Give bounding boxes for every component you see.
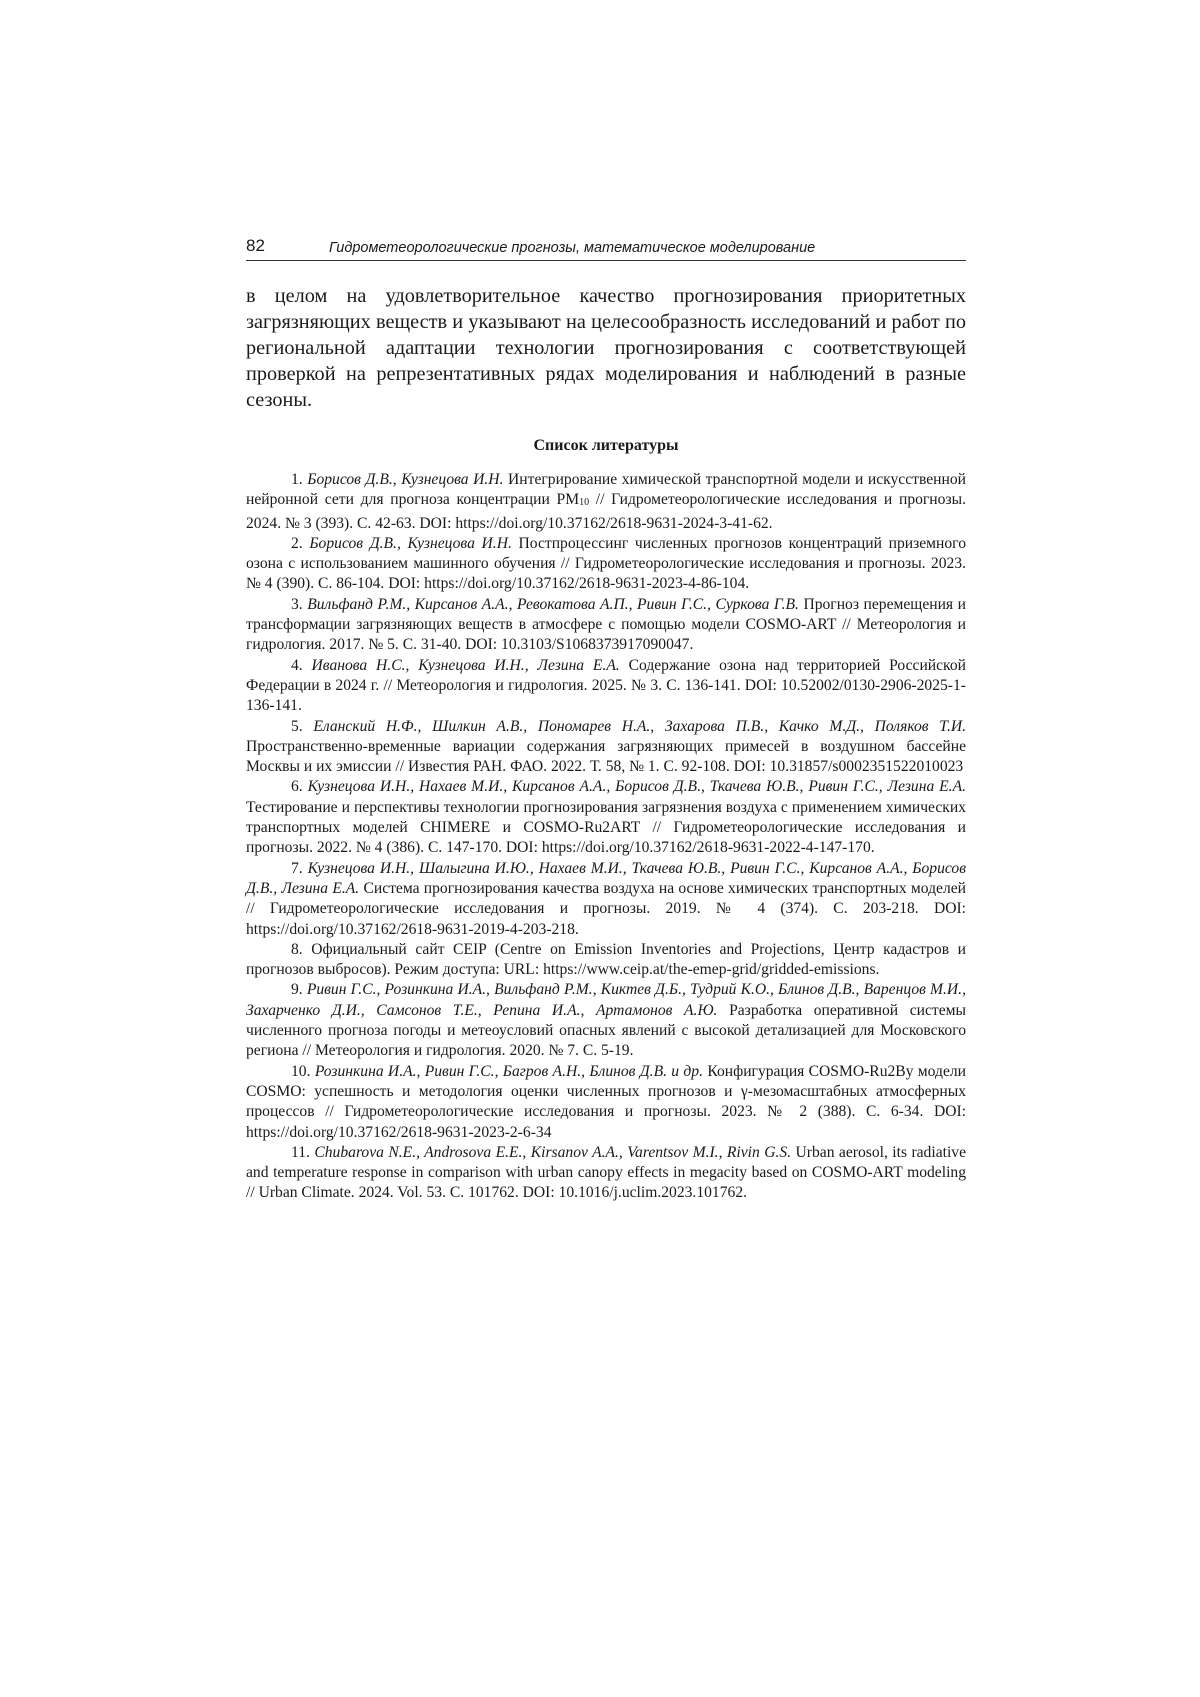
ref-text: Прогноз перемещения и трансформации загрязняющих веществ в атмосфере с помощью модели COSMO-ART // Метеорология и гидрология. 2017. № 5. С. 31-40. DOI: 10.3103/S1068373917090047. xyxy=(246,595,966,654)
ref-number: 3. xyxy=(291,595,303,613)
reference-item xyxy=(246,534,966,595)
ref-text: Разработка оперативной системы численного прогноза погоды и метеоусловий опасных явлений с высокой детализацией для Московского региона // Метеорология и гидрология. 2020. № 7. С. 5-19. xyxy=(246,1001,966,1060)
reference-item xyxy=(246,1143,966,1204)
intro-paragraph: в целом на удовлетворительное качество прогнозирования приоритетных загрязняющих веществ и указывают на целесообразность исследований и работ по региональной адаптации технологии прогнозирования с соответствующей проверкой на репрезентативных рядах моделирования и наблюдений в разные сезоны. xyxy=(246,285,966,411)
ref-number: 7. xyxy=(291,859,303,877)
reference-list xyxy=(246,470,966,1204)
ref-number: 4. xyxy=(291,656,303,674)
ref-number: 6. xyxy=(291,778,303,796)
reference-item xyxy=(246,859,966,940)
ref-authors: Chubarova N.E., Androsova E.E., Kirsanov A.A., Varentsov M.I., Rivin G.S. xyxy=(314,1143,792,1161)
bibliography-title: Список литературы xyxy=(533,437,679,454)
reference-item xyxy=(246,595,966,656)
ref-subscript: 10 xyxy=(579,497,590,509)
ref-text: Содержание озона над территорией Российской Федерации в 2024 г. // Метеорология и гидрология. 2025. № 3. С. 136-141. DOI: 10.52002/0130-2906-2025-1-136-141. xyxy=(246,656,966,715)
ref-authors: Кузнецова И.Н., Нахаев М.И., Кирсанов А.А., Борисов Д.В., Ткачева Ю.В., Ривин Г.С., Лезина Е.А. xyxy=(307,778,966,796)
reference-item xyxy=(246,940,966,981)
page-header xyxy=(246,232,966,261)
reference-item xyxy=(246,980,966,1061)
ref-text: Система прогнозирования качества воздуха на основе химических транспортных моделей // Гидрометеорологические исследования и прогнозы. 2019. № 4 (374). С. 203-218. DOI: https://doi.org/10.37162/2618-9631-2019-4-203-218. xyxy=(246,879,966,938)
reference-item xyxy=(246,470,966,534)
ref-text: Постпроцессинг численных прогнозов концентраций приземного озона с использованием машинного обучения // Гидрометеорологические исследования и прогнозы. 2023. № 4 (390). С. 86-104. DOI: https://doi.org/10.37162/2618-9631-2023-4-86-104. xyxy=(246,534,966,593)
ref-number: 9. xyxy=(291,981,303,999)
ref-authors: Кузнецова И.Н., Шалыгина И.Ю., Нахаев М.И., Ткачева Ю.В., Ривин Г.С., Кирсанов А.А., Борисов Д.В., Лезина Е.А. xyxy=(246,859,966,897)
ref-number: 8. xyxy=(291,940,303,958)
ref-number: 11. xyxy=(291,1143,310,1161)
ref-authors: Ривин Г.С., Розинкина И.А., Вильфанд Р.М., Киктев Д.Б., Тудрий К.О., Блинов Д.В., Варенцов М.И., Захарченко Д.И., Самсонов Т.Е., Репина И.А., Артамонов А.Ю. xyxy=(246,981,966,1019)
ref-text: Тестирование и перспективы технологии прогнозирования загрязнения воздуха с применением химических транспортных моделей CHIMERE и COSMO-Ru2ART // Гидрометеорологические исследования и прогнозы. 2022. № 4 (386). С. 147-170. DOI: https://doi.org/10.37162/2618-9631-2022-4-147-170. xyxy=(246,798,966,857)
ref-number: 1. xyxy=(291,471,303,488)
reference-item xyxy=(246,656,966,717)
ref-number: 5. xyxy=(291,717,303,735)
ref-text: Urban aerosol, its radiative and temperature response in comparison with urban canopy effects in megacity based on COSMO-ART modeling // Urban Climate. 2024. Vol. 53. С. 101762. DOI: 10.1016/j.uclim.2023.101762. xyxy=(246,1143,966,1202)
reference-item xyxy=(246,1062,966,1143)
ref-authors: Иванова Н.С., Кузнецова И.Н., Лезина Е.А. xyxy=(311,656,620,674)
reference-item xyxy=(246,777,966,858)
ref-text: Официальный сайт CEIP (Centre on Emission Inventories and Projections, Центр кадастров и прогнозов выбросов). Режим доступа: URL: https://www.ceip.at/the-emep-grid/gridded-emissions. xyxy=(246,940,966,979)
ref-authors: Розинкина И.А., Ривин Г.С., Багров А.Н., Блинов Д.В. и др. xyxy=(314,1062,704,1080)
ref-text: // Гидрометеорологические исследования и прогнозы. 2024. № 3 (393). С. 42-63. DOI: https://doi.org/10.37162/2618-9631-2024-3-41-62. xyxy=(246,491,966,532)
ref-authors: Борисов Д.В., Кузнецова И.Н. xyxy=(307,471,504,488)
ref-number: 2. xyxy=(291,534,303,552)
page-number: 82 xyxy=(246,236,265,255)
ref-text: Пространственно-временные вариации содержания загрязняющих примесей в воздушном бассейне Москвы и их эмиссии // Известия РАН. ФАО. 2022. Т. 58, № 1. С. 92-108. DOI: 10.31857/s0002351522010023 xyxy=(246,737,966,776)
ref-authors: Вильфанд Р.М., Кирсанов А.А., Ревокатова А.П., Ривин Г.С., Суркова Г.В. xyxy=(307,595,799,613)
ref-authors: Борисов Д.В., Кузнецова И.Н. xyxy=(309,534,512,552)
ref-text: Интегрирование химической транспортной модели и искусственной нейронной сети для прогноза концентрации PM xyxy=(246,471,966,509)
ref-number: 10. xyxy=(291,1062,311,1080)
reference-item xyxy=(246,717,966,778)
ref-authors: Еланский Н.Ф., Шилкин А.В., Пономарев Н.А., Захарова П.В., Качко М.Д., Поляков Т.И. xyxy=(313,717,966,735)
ref-text: Конфигурация COSMO-Ru2By модели COSMO: успешность и методология оценки численных прогнозов и γ-мезомасштабных атмосферных процессов // Гидрометеорологические исследования и прогнозы. 2023. № 2 (388). С. 6-34. DOI: https://doi.org/10.37162/2618-9631-2023-2-6-34 xyxy=(246,1062,967,1141)
running-title: Гидрометеорологические прогнозы, математическое моделирование xyxy=(329,240,816,256)
